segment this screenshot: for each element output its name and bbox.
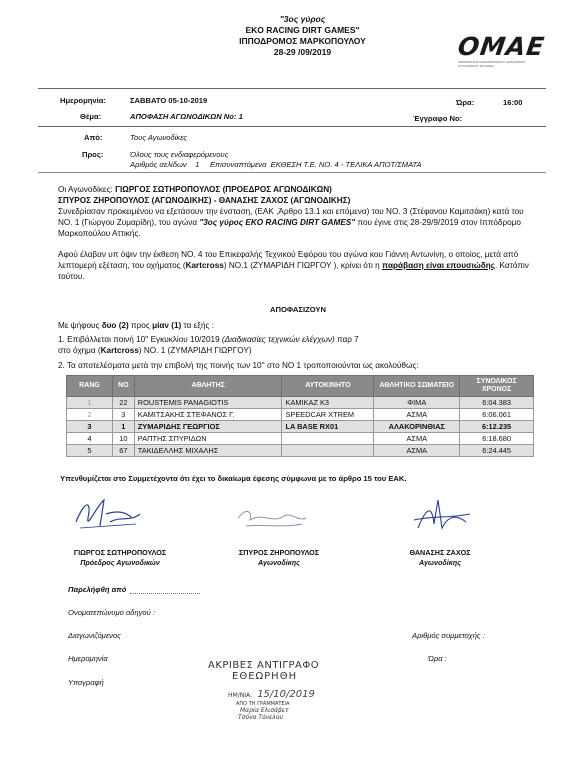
table-row [67, 433, 534, 445]
paragraph-report [58, 249, 538, 282]
stamp-line4: Μαρία Ελισάβετ [240, 707, 289, 714]
signature-president-role: Πρόεδρος Αγωνοδικών [80, 558, 160, 567]
cell-rank: 3 [67, 421, 113, 433]
decision-heading: ΑΠΟΦΑΣΙΖΟΥΝ [270, 305, 326, 314]
table-row [67, 397, 534, 409]
report-text-3: . Κατόπιν τούτου. [58, 261, 529, 281]
date-value: ΣΑΒΒΑΤΟ 05-10-2019 [130, 96, 208, 105]
stamp-date-row [228, 682, 358, 701]
date-label: Ημερομηνία: [60, 96, 106, 105]
decision-item-2: 2. Τα αποτελέσματα μετά την επιβολή της ποινής των 10'' στο ΝΟ 1 τροποποιούνται ως ακολούθως: [58, 361, 419, 370]
cell-club: ΦΙΜΑ [374, 397, 460, 409]
signature-president-name: ΓΙΩΡΓΟΣ ΣΩΤΗΡΟΠΟΥΛΟΣ [73, 548, 167, 557]
steward-members: ΣΠΥΡΟΣ ΖΗΡΟΠΟΥΛΟΣ (ΑΓΩΝΟΔΙΚΗΣ) - ΘΑΝΑΣΗΣ ΖΑΧΟΣ (ΑΓΩΝΟΔΙΚΗΣ) [58, 196, 351, 205]
header-divider [38, 88, 546, 89]
cell-no: 22 [112, 397, 134, 409]
col-driver: ΑΘΛΗΤΗΣ [134, 376, 282, 397]
attached-label: Επισυναπτόμενα [209, 160, 267, 169]
cell-rank: 4 [67, 433, 113, 445]
cell-time: 6:12.235 [460, 421, 534, 433]
signature-field-label: Υπογραφή [68, 678, 104, 687]
vehicle-text: στο όχημα ( [58, 346, 101, 355]
pages-value: 1 [195, 160, 200, 169]
cell-rank: 5 [67, 445, 113, 457]
to-label: Προς: [82, 150, 104, 159]
protest-text: Συνεδρίασαν προκειμένου να εξετάσουν την ένσταση, (ΕΑΚ ,Άρθρο 13.1 και επόμενα) του ΝΟ. 3 (Στέφανου Καμιτσάκη) κατά του ΝΟ. 1 (Γιώργου Ζυμαρίδη), του αγώνα [58, 207, 524, 227]
cell-time: 6:18.680 [460, 433, 534, 445]
cell-car: KAMIKAZ K3 [282, 397, 374, 409]
steward-president: ΓΙΩΡΓΟΣ ΣΩΤΗΡΟΠΟΥΛΟΣ (ΠΡΟΕΔΡΟΣ ΑΓΩΝΟΔΙΚΩΝ) [115, 185, 332, 194]
cell-driver: ΖΥΜΑΡΙΔΗΣ ΓΕΩΡΓΙΟΣ [134, 421, 282, 433]
stamp-date-value: 15/10/2019 [257, 689, 315, 700]
col-car: ΑΥΤΟΚΙΝΗΤΟ [282, 376, 374, 397]
entry-no-label: Αριθμός συμμετοχής : [412, 631, 485, 640]
col-no: NO [112, 376, 134, 397]
cell-club: ΑΣΜΑ [374, 409, 460, 421]
cell-car [282, 445, 374, 457]
driver-name-label: Ονοματεπώνυμο οδηγού : [68, 608, 156, 617]
pages-label: Αριθμός σελίδων [130, 160, 187, 169]
paragraph-stewards [58, 184, 538, 239]
table-row [67, 445, 534, 457]
from-value: Τους Αγωνοδίκες [130, 133, 188, 142]
appeal-note: Υπενθυμίζεται στο Συμμετέχοντα ότι έχει το δικαίωμα έφεσης σύμφωνα με το άρθρο 15 του ΕΑΚ. [60, 474, 407, 483]
received-by-label: Παρελήφθη από [68, 585, 127, 594]
doc-no-label: Έγγραφο Νο: [413, 114, 463, 123]
cell-car [282, 433, 374, 445]
received-by-line [130, 593, 200, 594]
vote-line [58, 320, 538, 331]
event-dates: 28-29 /09/2019 [273, 47, 332, 57]
signature-president-scribble [70, 492, 150, 538]
cell-time: 6:06.061 [460, 409, 534, 421]
cell-rank: 1 [67, 397, 113, 409]
meta-divider [38, 126, 546, 127]
subject-value: ΑΠΟΦΑΣΗ ΑΓΩΝΟΔΙΚΩΝ Νο: 1 [130, 112, 243, 121]
cell-driver: ΤΑΚΙΔΕΛΛΗΣ ΜΙΧΑΛΗΣ [134, 445, 282, 457]
signature-member2-role: Αγωνοδίκης [418, 558, 462, 567]
col-total-time: ΣΥΝΟΛΙΚΟΣ ΧΡΟΝΟΣ [460, 376, 534, 397]
stamp-line1: ΑΚΡΙΒΕΣ ΑΝΤΙΓΡΑΦΟ [208, 660, 320, 671]
event-round: "3ος γύρος [279, 14, 326, 24]
penalty-text: 1. Επιβάλλεται ποινή 10'' Εγκυκλίου 10/2019 [58, 335, 222, 344]
cell-car: SPEEDCAR XTREM [282, 409, 374, 421]
date-field-label: Ημερομηνία [68, 654, 108, 663]
cell-driver: ROUSTEMIS PANAGIOTIS [134, 397, 282, 409]
vehicle-driver: ) ΝΟ. 1 (ΖΥΜΑΡΙΔΗ ΓΙΩΡΓΟΥ) [138, 346, 252, 355]
pages-line [130, 160, 422, 169]
vote-for: δυο (2) [101, 321, 129, 330]
cell-no: 3 [112, 409, 134, 421]
time-label: Ώρα: [456, 98, 475, 107]
cell-rank: 2 [67, 409, 113, 421]
logo-subtext: ΟΜΟΣΠΟΝΔΙΑ ΜΗΧΑΝΟΚΙΝΗΤΟΥ ΑΘΛΗΤΙΣΜΟΥ ΑΥΤΟΚΙΝΗΤΟΥ ΕΛΛΑΔΟΣ [458, 60, 526, 68]
results-header-row [67, 376, 534, 397]
event-venue: ΙΠΠΟΔΡΟΜΟΣ ΜΑΡΚΟΠΟΥΛΟΥ [239, 36, 366, 46]
event-place-text: που έγινε στις 28-29/9/2019 στον Ιππόδρομο Μαρκοπούλου Αττικής. [58, 218, 521, 238]
cell-no: 67 [112, 445, 134, 457]
cell-car: LA BASE RX01 [282, 421, 374, 433]
infringement-verdict: παράβαση είναι επουσιώδης [381, 261, 495, 270]
stamp-line5: Τσόνα Τόνελου [238, 714, 283, 721]
signature-member1-scribble [232, 500, 312, 540]
signature-member2-scribble [406, 494, 476, 542]
cell-time: 6:04.383 [460, 397, 534, 409]
event-title-inline: "3ος γύρος EKO RACING DIRT GAMES" [199, 218, 356, 227]
signature-member1-name: ΣΠΥΡΟΣ ΖΗΡΟΠΟΥΛΟΣ [238, 548, 320, 557]
event-header [200, 14, 405, 58]
cell-no: 10 [112, 433, 134, 445]
vehicle-type-2: Kartcross [100, 346, 139, 355]
vote-text: Με ψήφους [58, 321, 102, 330]
attached-value: ΕΚΘΕΣΗ Τ.Ε. ΝΟ. 4 - ΤΕΛΙΚΑ ΑΠΟΤ/ΣΜΑΤΑ [270, 160, 422, 169]
subject-label: Θέμα: [80, 112, 102, 121]
results-table [66, 375, 534, 457]
penalty-reference: (Διαδικασίες τεχνικών ελέγχων) [221, 335, 335, 344]
to-value: Όλους τους ενδιαφερόμενους [130, 150, 229, 159]
cell-club: ΑΣΜΑ [374, 433, 460, 445]
event-name: EKO RACING DIRT GAMES" [245, 25, 360, 35]
cell-club: ΑΛΑΚΟΡΙΝΘΙΑΣ [374, 421, 460, 433]
vote-against: μίαν (1) [152, 321, 182, 330]
col-club: ΑΘΛΗΤΙΚΟ ΣΩΜΑΤΕΙΟ [374, 376, 460, 397]
cell-time: 6:24.445 [460, 445, 534, 457]
col-rank: RANG [67, 376, 113, 397]
stewards-intro: Οι Αγωνοδίκες: [58, 185, 116, 194]
competitor-label: Διαγωνιζόμενος [68, 631, 121, 640]
signature-member2-name: ΘΑΝΑΣΗΣ ΖΑΧΟΣ [409, 548, 471, 557]
cell-driver: ΚΑΜΙΤΣΑΚΗΣ ΣΤΕΦΑΝΟΣ Γ. [134, 409, 282, 421]
table-row-penalized [67, 421, 534, 433]
stamp-line2: ΕΘΕΩΡΗΘΗ [232, 671, 298, 682]
cell-no: 1 [112, 421, 134, 433]
table-row [67, 409, 534, 421]
certified-copy-stamp [208, 660, 358, 721]
cell-club: ΑΣΜΑ [374, 445, 460, 457]
vote-text-3: τα εξής : [181, 321, 215, 330]
report-text-2: ) ΝΟ.1 (ΖΥΜΑΡΙΔΗ ΓΙΩΡΓΟΥ ), κρίνει ότι η [223, 261, 382, 270]
logo-text: OMAE [456, 32, 547, 61]
penalty-paragraph: παρ 7 [334, 335, 359, 344]
vehicle-type: Kartcross [185, 261, 224, 270]
report-text: Αφού έλαβαν υπ όψιν την έκθεση ΝΟ. 4 του Επικεφαλής Τεχνικού Εφόρου του αγώνα κου Γιάννη Αντωνίνη, ο οποίος, μετά από λεπτομερή εξέταση, του οχήματος ( [58, 250, 519, 270]
vote-text-2: προς [128, 321, 153, 330]
decision-item-1 [58, 334, 538, 356]
omae-logo [458, 34, 554, 70]
signature-member1-role: Αγωνοδίκης [257, 558, 301, 567]
stamp-date-label: ΗΜ/ΝΙΑ: [228, 692, 253, 699]
time-value: 16:00 [503, 98, 523, 107]
cell-driver: ΡΑΠΤΗΣ ΣΠΥΡΙΔΩΝ [134, 433, 282, 445]
stamp-line3: ΑΠΟ ΤΗ ΓΡΑΜΜΑΤΕΙΑ [236, 701, 290, 707]
time-field-label: Ώρα : [428, 654, 447, 663]
from-label: Από: [84, 133, 103, 142]
body-divider [38, 172, 546, 173]
